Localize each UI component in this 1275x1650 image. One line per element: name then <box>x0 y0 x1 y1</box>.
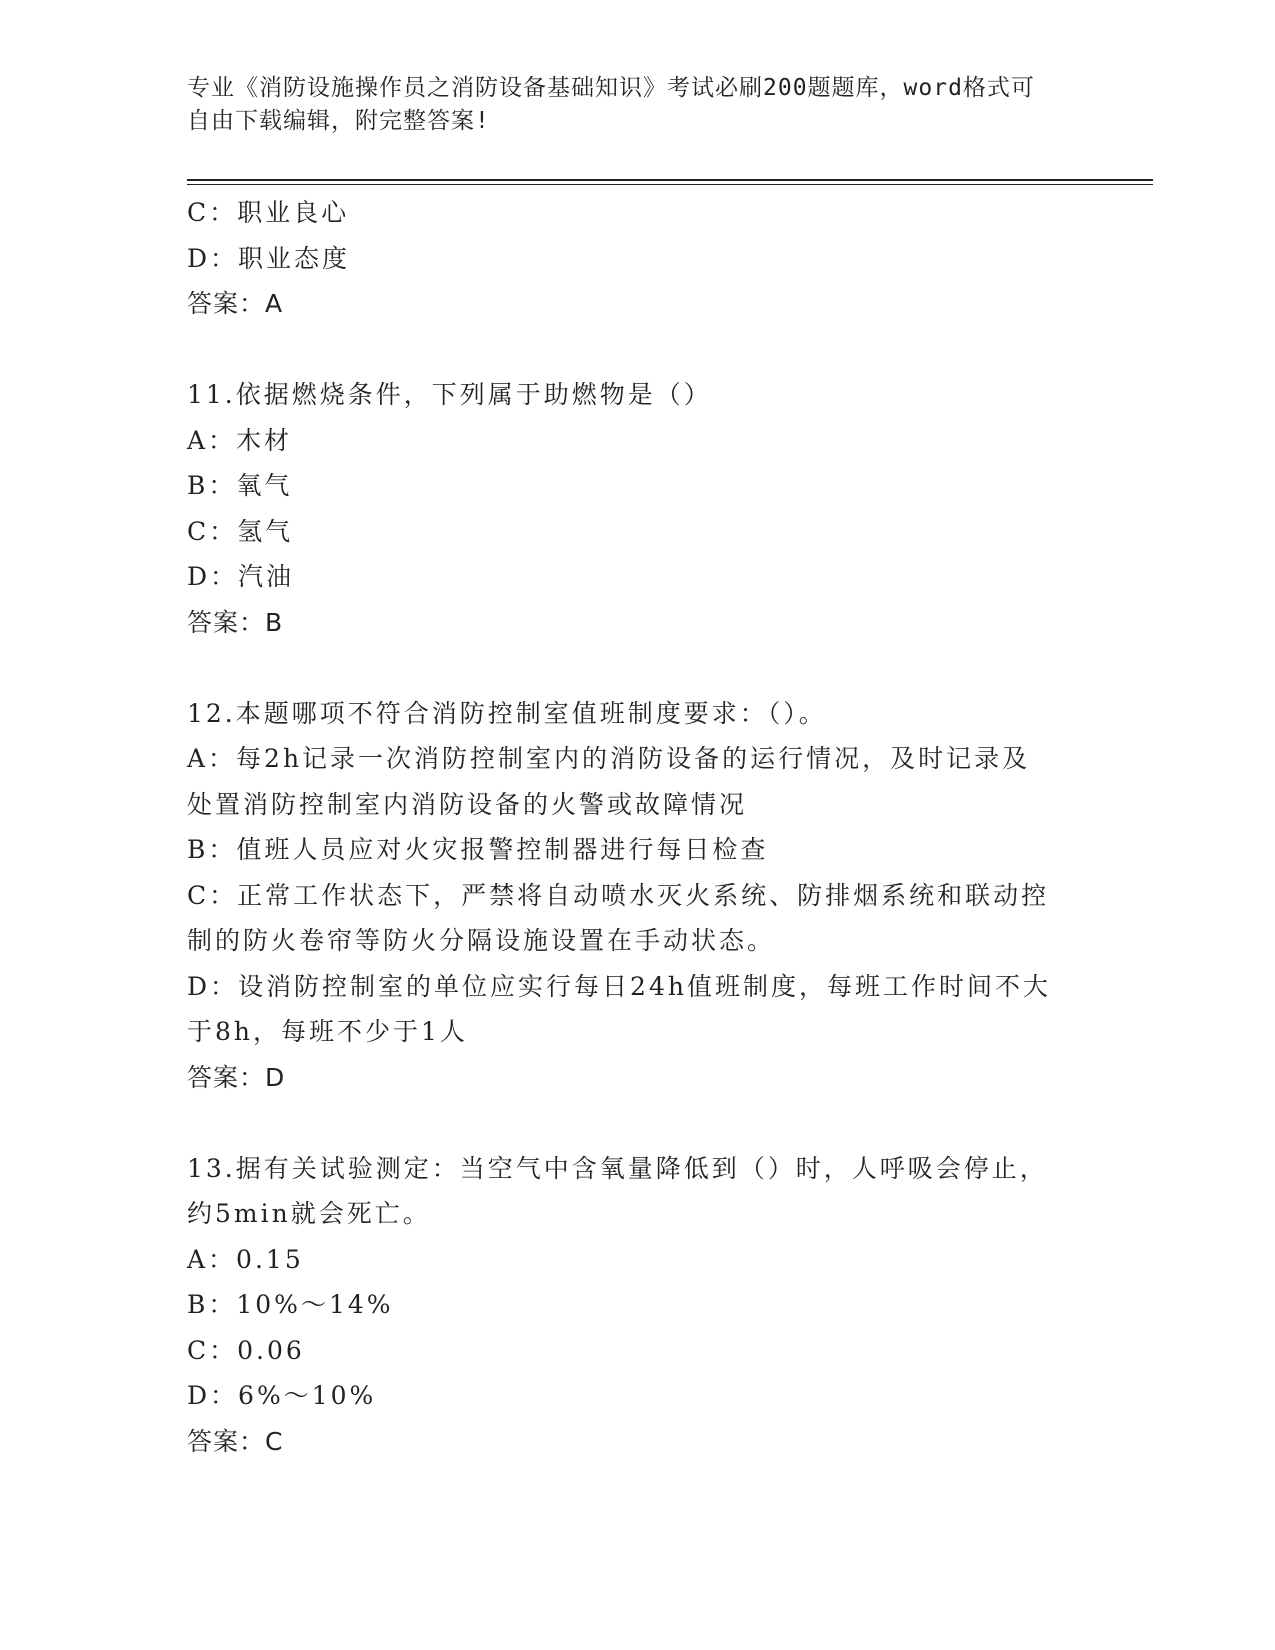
question-stem: 12.本题哪项不符合消防控制室值班制度要求：（）。 <box>187 698 827 728</box>
question-stem: 13.据有关试验测定：当空气中含氧量降低到（）时，人呼吸会停止， <box>187 1153 1048 1183</box>
question-13 <box>187 1146 1077 1465</box>
question-stem: 11.依据燃烧条件，下列属于助燃物是（） <box>187 380 712 409</box>
option-d-continued: 于8h，每班不少于1人 <box>187 1017 468 1046</box>
document-body <box>187 190 1077 1464</box>
option-b: B：值班人员应对火灾报警控制器进行每日检查 <box>187 835 769 864</box>
question-12 <box>187 691 1077 1101</box>
option-a: A：木材 <box>187 425 293 455</box>
option-d: D：6%～10% <box>187 1381 377 1410</box>
answer-line: 答案：C <box>187 1426 284 1456</box>
option-c-continued: 制的防火卷帘等防火分隔设施设置在手动状态。 <box>187 926 776 955</box>
option-c: C：正常工作状态下，严禁将自动喷水灭火系统、防排烟系统和联动控 <box>187 880 1050 910</box>
question-11 <box>187 372 1077 645</box>
answer-line: 答案：A <box>187 289 284 318</box>
option-a-continued: 处置消防控制室内消防设备的火警或故障情况 <box>187 789 748 819</box>
option-a: A：每2h记录一次消防控制室内的消防设备的运行情况，及时记录及 <box>187 744 1031 773</box>
option-b: B：10%～14% <box>187 1290 394 1319</box>
option-c: C：0.06 <box>187 1335 305 1365</box>
option-d: D：职业态度 <box>187 243 351 273</box>
header-divider-thin <box>187 184 1153 185</box>
option-c: C：职业良心 <box>187 198 350 227</box>
header-line-1: 专业《消防设施操作员之消防设备基础知识》考试必刷200题题库，word格式可 <box>187 75 1035 101</box>
header-divider-thick <box>187 179 1153 181</box>
option-a: A：0.15 <box>187 1244 304 1274</box>
question-gap <box>187 327 1077 373</box>
option-b: B：氧气 <box>187 471 293 500</box>
question-stem-continued: 约5min就会死亡。 <box>187 1199 431 1228</box>
option-d: D：汽油 <box>187 562 295 591</box>
option-d: D：设消防控制室的单位应实行每日24h值班制度，每班工作时间不大 <box>187 971 1051 1001</box>
option-c: C：氢气 <box>187 516 294 546</box>
document-header <box>187 72 1067 138</box>
header-line-2: 自由下载编辑，附完整答案! <box>187 108 490 134</box>
answer-line: 答案：B <box>187 607 284 637</box>
question-gap <box>187 1100 1077 1146</box>
previous-question-tail <box>187 190 1077 327</box>
question-gap <box>187 645 1077 691</box>
answer-line: 答案：D <box>187 1062 286 1092</box>
